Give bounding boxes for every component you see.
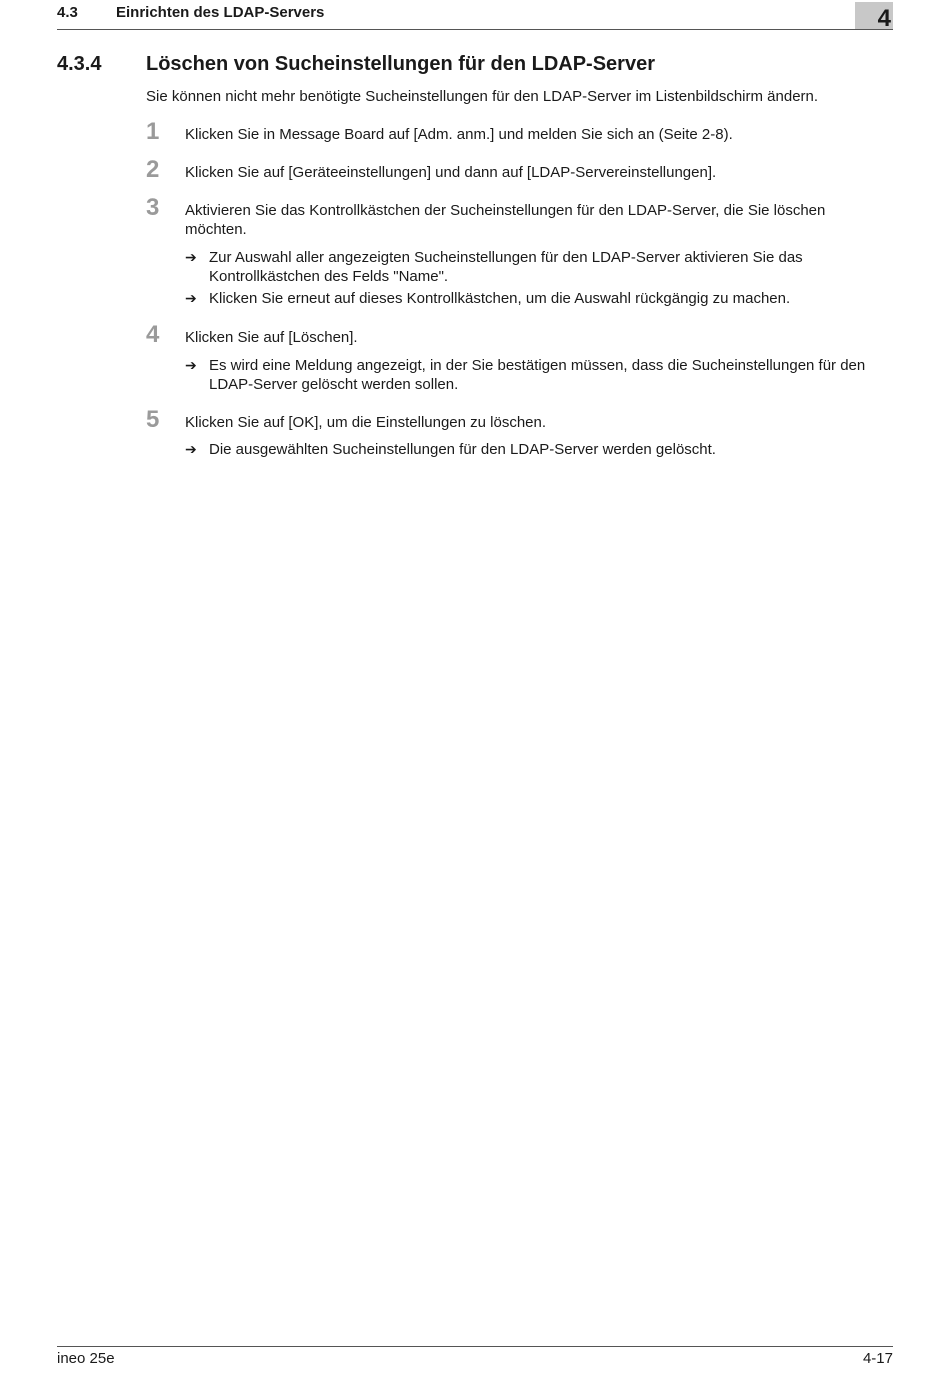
section-intro: Sie können nicht mehr benötigte Sucheinstellungen für den LDAP-Server im Listenbildschirm ändern.: [146, 88, 819, 105]
step-number: 5: [146, 406, 160, 433]
step-number: 1: [146, 118, 160, 145]
step-substep: Zur Auswahl aller angezeigten Sucheinstellungen für den LDAP-Server aktivieren Sie das Kontrollkästchen des Felds "Name".: [209, 249, 803, 285]
footer-product: ineo 25e: [57, 1350, 115, 1367]
step-text: Klicken Sie auf [Geräteeinstellungen] und dann auf [LDAP-Servereinstellungen].: [185, 164, 717, 181]
step-substep: Die ausgewählten Sucheinstellungen für den LDAP-Server werden gelöscht.: [209, 441, 716, 458]
arrow-icon: ➔: [185, 357, 197, 373]
step-substep: Es wird eine Meldung angezeigt, in der Sie bestätigen müssen, dass die Sucheinstellungen für den LDAP-Server gelöscht werden sollen.: [209, 357, 866, 393]
section-number: 4.3.4: [57, 53, 102, 75]
step-substep: Klicken Sie erneut auf dieses Kontrollkästchen, um die Auswahl rückgängig zu machen.: [209, 290, 791, 307]
header-section-number: 4.3: [57, 4, 78, 21]
footer-divider: [57, 1346, 893, 1347]
section-title: Löschen von Sucheinstellungen für den LDAP-Server: [146, 53, 655, 75]
chapter-number: 4: [877, 5, 891, 32]
arrow-icon: ➔: [185, 249, 197, 265]
page-header: [57, 0, 893, 30]
step-number: 2: [146, 156, 160, 183]
step-text: Klicken Sie auf [Löschen].: [185, 329, 358, 346]
step-text: Klicken Sie auf [OK], um die Einstellungen zu löschen.: [185, 414, 547, 431]
chapter-tab: [855, 2, 893, 32]
step-text: Aktivieren Sie das Kontrollkästchen der Sucheinstellungen für den LDAP-Server, die Sie löschen möchten.: [185, 202, 826, 238]
step-text: Klicken Sie in Message Board auf [Adm. anm.] und melden Sie sich an (Seite 2-8).: [185, 126, 733, 143]
arrow-icon: ➔: [185, 441, 197, 457]
step-number: 3: [146, 194, 160, 221]
arrow-icon: ➔: [185, 290, 197, 306]
step-number: 4: [146, 321, 160, 348]
header-section-title: Einrichten des LDAP-Servers: [116, 4, 325, 21]
footer-page-number: 4-17: [862, 1350, 893, 1367]
